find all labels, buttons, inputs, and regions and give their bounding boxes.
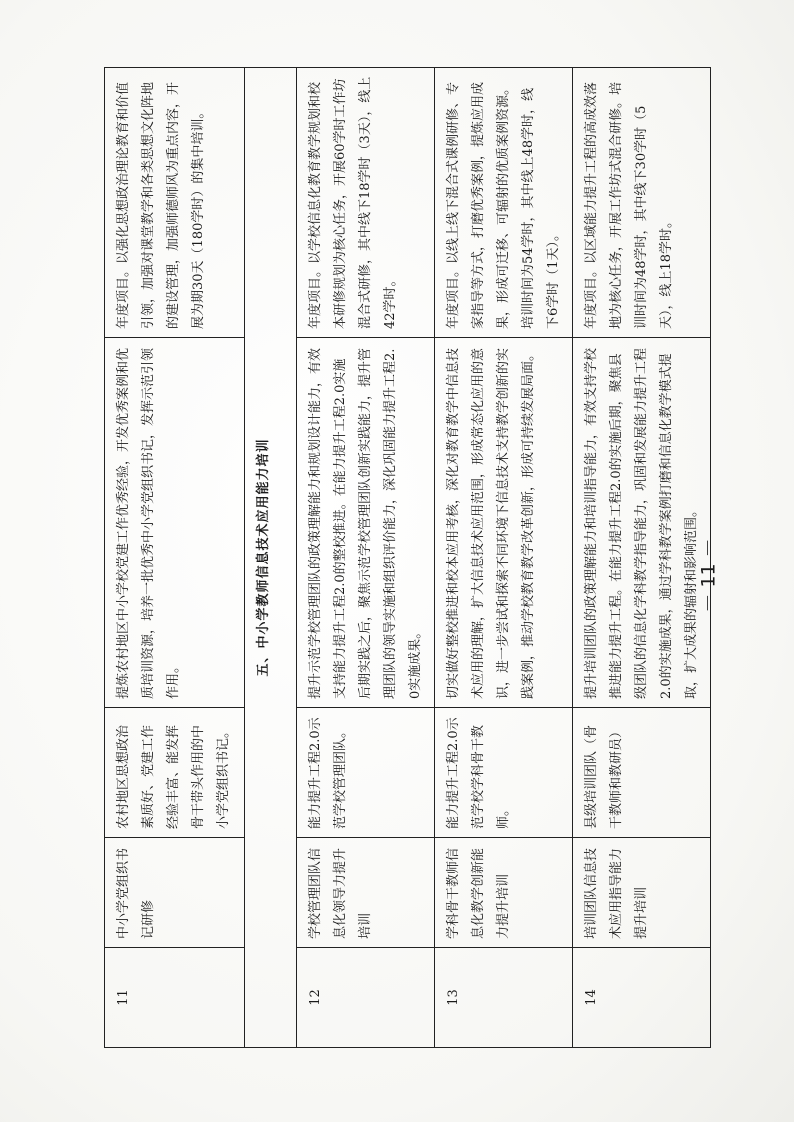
project-name: 中小学党组织书记研修 bbox=[105, 838, 245, 948]
row-number: 11 bbox=[105, 948, 245, 1048]
training-mode: 年度项目。以区域能力提升工程的高成效落地为核心任务，开展工作坊式混合研修。培训时间为48学时，其中线下30学时（5天），线上18学时。 bbox=[573, 68, 711, 338]
table-row bbox=[573, 68, 711, 1048]
row-number: 14 bbox=[573, 948, 711, 1048]
training-mode: 年度项目。以强化思想政治理论教育和价值引领，加强对课堂教学和各类思想文化阵地的建设管理，加强师德师风为重点内容，开展为期30天（180学时）的集中培训。 bbox=[105, 68, 245, 338]
training-target: 县级培训团队（骨干教师和教研员） bbox=[573, 708, 711, 838]
section-heading: 五、中小学教师信息技术应用能力培训 bbox=[245, 68, 297, 1048]
table-row bbox=[297, 68, 435, 1048]
training-target: 能力提升工程2.0示范学校学科骨干教师。 bbox=[435, 708, 573, 838]
page-number-text: － 11 － bbox=[697, 537, 720, 613]
row-number: 13 bbox=[435, 948, 573, 1048]
training-content: 提升培训团队的政策理解能力和培训指导能力，有效支持学校推进能力提升工程。在能力提升工程2.0的实施后期，聚焦县级团队的信息化学科教学指导能力，巩固和发展能力提升工程2.0的实施成果，通过学科教学案例打磨和信息化教学模式提取，扩大成果的辐射和影响范围。 bbox=[573, 338, 711, 708]
project-name: 培训团队信息技术应用指导能力提升培训 bbox=[573, 838, 711, 948]
project-name: 学科骨干教师信息化教学创新能力提升培训 bbox=[435, 838, 573, 948]
table-row bbox=[435, 68, 573, 1048]
training-mode: 年度项目。以学校信息化教育教学规划和校本研修规划为核心任务，开展60学时工作坊混合式研修，其中线下18学时（3天），线上42学时。 bbox=[297, 68, 435, 338]
project-name: 学校管理团队信息化领导力提升培训 bbox=[297, 838, 435, 948]
table-row bbox=[105, 68, 245, 1048]
training-target: 能力提升工程2.0示范学校管理团队。 bbox=[297, 708, 435, 838]
training-target: 农村地区思想政治素质好、党建工作经验丰富、能发挥骨干带头作用的中小学党组织书记。 bbox=[105, 708, 245, 838]
training-content: 提升示范学校管理团队的政策理解能力和规划设计能力，有效支持能力提升工程2.0的整校推进。在能力提升工程2.0实施后期实践之后，聚焦示范学校管理团队创新实践能力，提升管理团队的领导实施和组织评价能力，深化巩固能力提升工程2.0实施成果。 bbox=[297, 338, 435, 708]
rotated-table-area bbox=[104, 68, 699, 1048]
section-heading-row bbox=[245, 68, 297, 1048]
row-number: 12 bbox=[297, 948, 435, 1048]
training-mode: 年度项目。以线上线下混合式课例研修、专家指导等方式，打磨优秀案例，提炼应用成果，形成可迁移、可辐射的优质案例资源。培训时间为54学时，其中线上48学时，线下6学时（1天）。 bbox=[435, 68, 573, 338]
training-content: 切实做好整校推进和校本应用考核，深化对教育教学中信息技术应用的理解，扩大信息技术应用范围，形成常态化应用的意识，进一步尝试和探索不同环境下信息技术支持教学创新的实践案例，推动学校教育教学改革创新，形成可持续发展局面。 bbox=[435, 338, 573, 708]
page-number bbox=[692, 520, 722, 630]
training-projects-table bbox=[104, 67, 711, 1048]
training-content: 提炼农村地区中小学校党建工作优秀经验，开发优秀案例和优质培训资源，培养一批优秀中小学党组织书记，发挥示范引领作用。 bbox=[105, 338, 245, 708]
